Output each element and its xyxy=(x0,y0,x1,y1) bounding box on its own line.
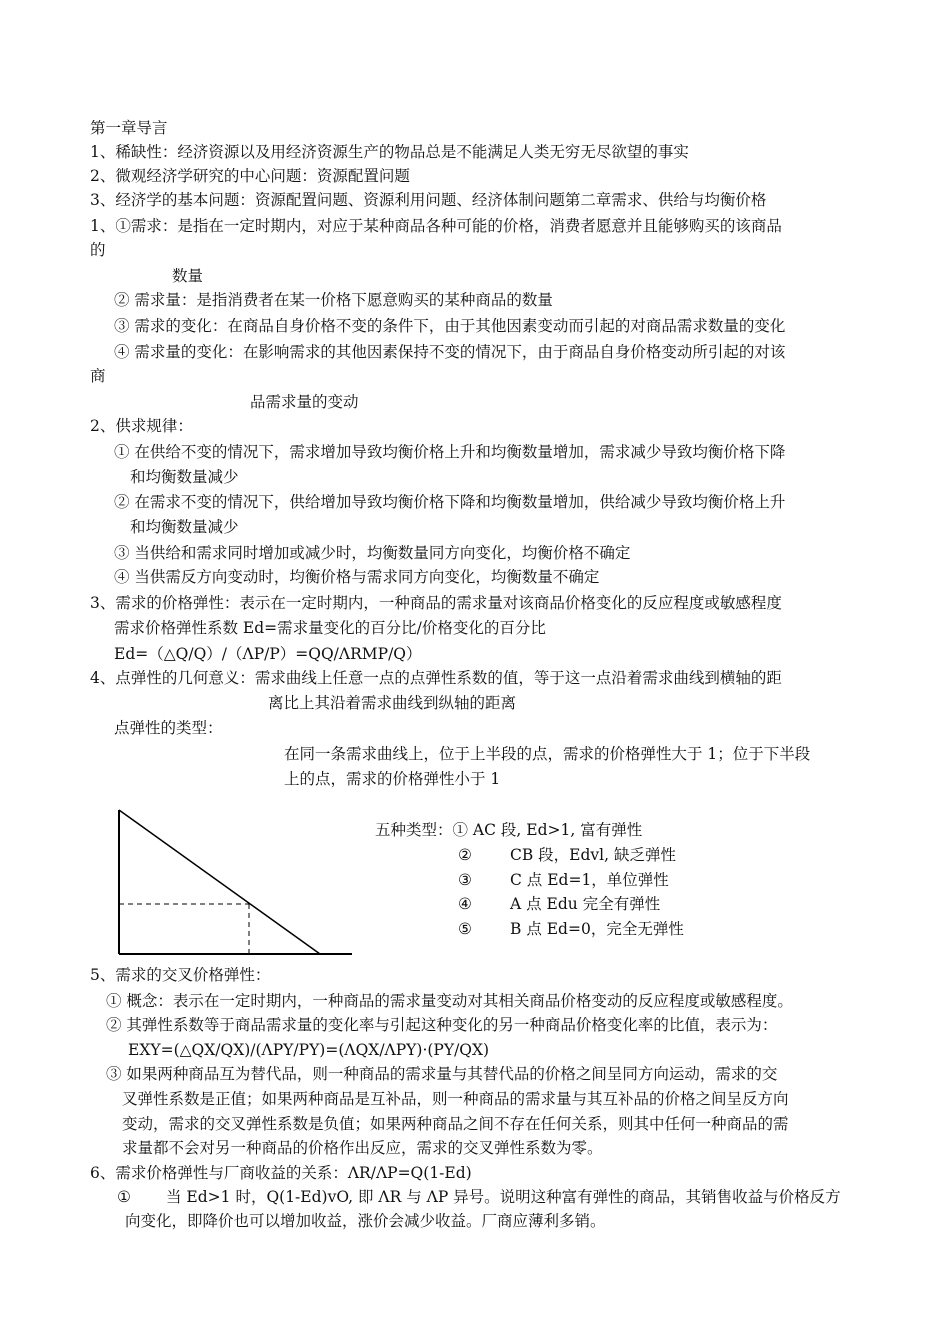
item-scarcity: 1、稀缺性：经济资源以及用经济资源生产的物品总是不能满足人类无穷无尽欲望的事实 xyxy=(90,143,689,161)
demand-definition: 1、①需求：是指在一定时期内，对应于某种商品各种可能的价格，消费者愿意并且能够购买的该商品 xyxy=(90,217,782,235)
type-2-number: ② xyxy=(458,846,472,864)
type-4-number: ④ xyxy=(458,895,472,913)
type-4: A 点 Edu 完全有弹性 xyxy=(510,895,661,913)
point-elasticity-note-cont: 上的点，需求的价格弹性小于 1 xyxy=(284,770,501,788)
cross-elasticity-title: 5、需求的交叉价格弹性： xyxy=(90,966,271,984)
law-item-3: ③ 当供给和需求同时增加或减少时，均衡数量同方向变化，均衡价格不确定 xyxy=(114,544,631,562)
law-item-2: ② 在需求不变的情况下，供给增加导致均衡价格下降和均衡数量增加，供给减少导致均衡价格上升 xyxy=(114,493,786,511)
point-elasticity-title: 4、点弹性的几何意义：需求曲线上任意一点的点弹性系数的值，等于这一点沿着需求曲线到横轴的距 xyxy=(90,669,782,687)
quantity-demanded: ② 需求量：是指消费者在某一价格下愿意购买的某种商品的数量 xyxy=(114,291,553,309)
demand-curve-diagram xyxy=(110,800,360,960)
revenue-item-1-cont: 向变化，即降价也可以增加收益，涨价会减少收益。厂商应薄利多销。 xyxy=(125,1212,606,1230)
type-5-number: ⑤ xyxy=(458,920,472,938)
change-in-quantity-demanded: ④ 需求量的变化：在影响需求的其他因素保持不变的情况下，由于商品自身价格变动所引起的对该 xyxy=(114,343,786,361)
item-basic-problems: 3、经济学的基本问题：资源配置问题、资源利用问题、经济体制问题第二章需求、供给与均衡价格 xyxy=(90,191,767,209)
law-item-1-cont: 和均衡数量减少 xyxy=(130,468,239,486)
law-item-4: ④ 当供需反方向变动时，均衡价格与需求同方向变化，均衡数量不确定 xyxy=(114,568,600,586)
type-3-number: ③ xyxy=(458,871,472,889)
demand-line xyxy=(119,810,320,954)
cross-elasticity-cases-4: 求量都不会对另一种商品的价格作出反应，需求的交叉弹性系数为零。 xyxy=(122,1139,603,1157)
item-central-problem: 2、微观经济学研究的中心问题：资源配置问题 xyxy=(90,167,410,185)
elasticity-coefficient: 需求价格弹性系数 Ed=需求量变化的百分比/价格变化的百分比 xyxy=(114,619,546,637)
type-5: B 点 Ed=0，完全无弹性 xyxy=(510,920,684,938)
five-types-first: 五种类型：① AC 段, Ed>1, 富有弹性 xyxy=(375,821,643,839)
cross-elasticity-cases: ③ 如果两种商品互为替代品，则一种商品的需求量与其替代品的价格之间呈同方向运动，需求的交 xyxy=(106,1065,778,1083)
type-3: C 点 Ed=1，单位弹性 xyxy=(510,871,669,889)
supply-demand-law-title: 2、供求规律： xyxy=(90,417,193,435)
cross-elasticity-concept: ① 概念：表示在一定时期内，一种商品的需求量变动对其相关商品价格变动的反应程度或敏感程度。 xyxy=(106,992,793,1010)
point-elasticity-types-label: 点弹性的类型： xyxy=(114,719,223,737)
cross-elasticity-cases-2: 叉弹性系数是正值；如果两种商品是互补品，则一种商品的需求量与其互补品的价格之间呈反方向 xyxy=(122,1090,789,1108)
chapter-title: 第一章导言 xyxy=(90,119,168,137)
change-in-demand: ③ 需求的变化：在商品自身价格不变的条件下，由于其他因素变动而引起的对商品需求数量的变化 xyxy=(114,317,786,335)
demand-definition-cont: 的 xyxy=(90,241,106,259)
price-elasticity-title: 3、需求的价格弹性：表示在一定时期内，一种商品的需求量对该商品价格变化的反应程度或敏感程度 xyxy=(90,594,782,612)
law-item-2-cont: 和均衡数量减少 xyxy=(130,518,239,536)
point-elasticity-title-cont: 离比上其沿着需求曲线到纵轴的距离 xyxy=(268,694,517,712)
type-2: CB 段，Edvl, 缺乏弹性 xyxy=(510,846,676,864)
cross-elasticity-coefficient: ② 其弹性系数等于商品需求量的变化率与引起这种变化的另一种商品价格变化率的比值，表示为： xyxy=(106,1016,778,1034)
cross-elasticity-formula: EXY=(△QX/QX)/(ΛPY/PY)=(ΛQX/ΛPY)·(PY/QX) xyxy=(128,1041,490,1059)
revenue-relation-title: 6、需求价格弹性与厂商收益的关系：ΛR/ΛP=Q(1-Ed) xyxy=(90,1164,472,1182)
revenue-item-1-number: ① xyxy=(117,1188,131,1206)
change-in-quantity-demanded-cont: 商 xyxy=(90,367,106,385)
law-item-1: ① 在供给不变的情况下，需求增加导致均衡价格上升和均衡数量增加，需求减少导致均衡价格下降 xyxy=(114,443,786,461)
revenue-item-1: 当 Ed>1 时，Q(1-Ed)vO, 即 ΛR 与 ΛP 异号。说明这种富有弹性的商品，其销售收益与价格反方 xyxy=(166,1188,841,1206)
change-in-quantity-demanded-end: 品需求量的变动 xyxy=(250,393,359,411)
cross-elasticity-cases-3: 变动，需求的交叉弹性系数是负值；如果两种商品之间不存在任何关系，则其中任何一种商品的需 xyxy=(122,1115,789,1133)
elasticity-formula: Ed=（△Q/Q）/（ΛP/P）=QQ/ΛRMP/Q） xyxy=(114,645,422,663)
point-elasticity-note: 在同一条需求曲线上，位于上半段的点，需求的价格弹性大于 1；位于下半段 xyxy=(284,745,811,763)
demand-definition-quantity: 数量 xyxy=(172,267,204,285)
